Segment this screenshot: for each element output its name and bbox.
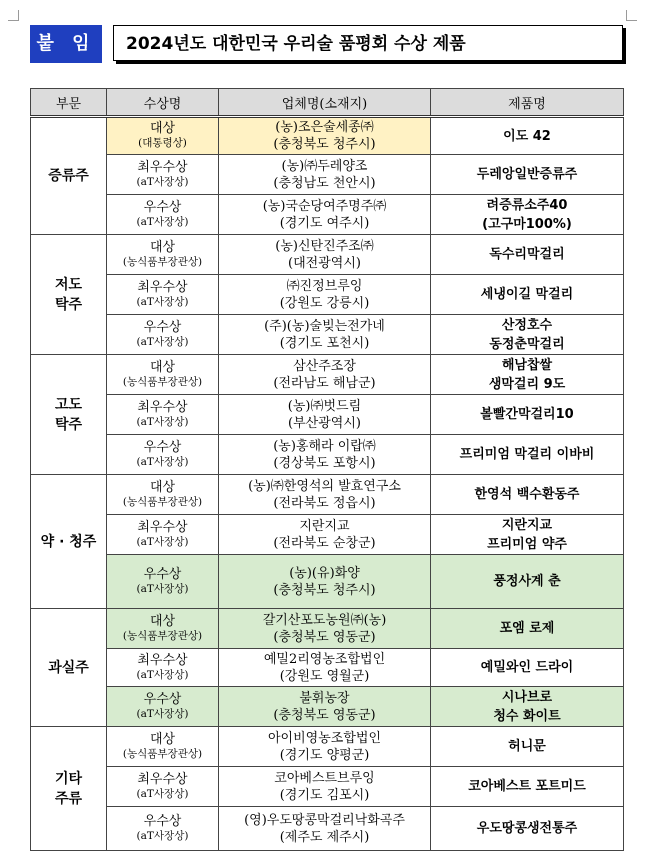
company-name: 예밀2리영농조합법인 (263, 651, 386, 667)
company-name: (농)홍해라 이랍㈜ (273, 438, 376, 454)
product-name: 세냉이길 막걸리 (480, 287, 574, 302)
award-sponsor: (aT사장상) (136, 335, 189, 348)
company-name: 코아베스트브루잉 (274, 770, 375, 786)
company-name: 아이비영농조합법인 (267, 730, 382, 746)
company-cell (219, 609, 431, 649)
award-name: 대상 (149, 613, 176, 629)
award-sponsor: (aT사장상) (136, 668, 189, 681)
page-corner-mark (8, 10, 19, 21)
table-row (31, 475, 624, 515)
award-name: 최우수상 (137, 399, 188, 415)
company-name: (농)㈜벗드림 (287, 398, 362, 414)
company-location: (경기도 양평군) (279, 747, 370, 763)
category-cell (31, 609, 107, 727)
product-cell (431, 315, 624, 355)
table-row (31, 515, 624, 555)
column-header: 업체명(소재지) (219, 89, 431, 117)
product-cell (431, 195, 624, 235)
product-cell (431, 395, 624, 435)
product-name: (고구마100%) (482, 216, 572, 232)
award-sponsor: (농식품부장관상) (122, 495, 203, 508)
table-row (31, 727, 624, 767)
award-name: 최우수상 (137, 159, 188, 175)
product-cell (431, 355, 624, 395)
category-cell (31, 355, 107, 475)
award-name: 대상 (149, 479, 176, 495)
company-name: (주)(농)술빚는전가네 (264, 318, 385, 334)
product-name: 한영석 백수환동주 (474, 487, 580, 502)
company-location: (충청남도 천안시) (273, 175, 376, 191)
company-name: (농)(유)화양 (289, 565, 360, 581)
category-cell (31, 235, 107, 355)
award-cell (107, 649, 219, 687)
company-cell (219, 727, 431, 767)
product-name: 포엠 로제 (499, 621, 555, 636)
company-location: (강원도 영월군) (279, 668, 370, 684)
company-cell (219, 555, 431, 609)
category-label: 주류 (54, 790, 83, 807)
attachment-badge: 붙 임 (30, 25, 102, 63)
company-name: (농)㈜한영석의 발효연구소 (248, 478, 401, 494)
company-cell (219, 315, 431, 355)
company-name: 지란지교 (299, 518, 350, 534)
column-header: 부문 (31, 89, 107, 117)
category-label: 고도 (54, 396, 83, 413)
category-label: 탁주 (54, 296, 83, 313)
company-location: (전라북도 순창군) (273, 535, 376, 551)
award-sponsor: (aT사장상) (136, 455, 189, 468)
table-row (31, 195, 624, 235)
award-name: 대상 (149, 121, 176, 136)
product-name: 려증류소주40 (486, 197, 568, 213)
table-row (31, 807, 624, 851)
table-row (31, 555, 624, 609)
awards-table-body (31, 117, 624, 851)
category-label: 기타 (54, 770, 83, 787)
company-cell (219, 395, 431, 435)
award-sponsor: (농식품부장관상) (122, 255, 203, 268)
award-cell (107, 395, 219, 435)
company-cell (219, 649, 431, 687)
award-name: 우수상 (143, 439, 182, 455)
company-cell (219, 275, 431, 315)
award-cell (107, 687, 219, 727)
company-cell (219, 475, 431, 515)
product-name: 프리미엄 약주 (487, 536, 567, 552)
award-cell (107, 767, 219, 807)
product-name: 우도땅콩생전통주 (476, 821, 578, 836)
company-cell (219, 807, 431, 851)
page-corner-mark (626, 10, 637, 21)
table-header-row (31, 89, 624, 117)
table-row (31, 395, 624, 435)
product-name: 지란지교 (501, 517, 553, 533)
product-cell (431, 807, 624, 851)
company-cell (219, 117, 431, 155)
award-sponsor: (aT사장상) (136, 535, 189, 548)
award-name: 대상 (149, 239, 176, 255)
table-row (31, 155, 624, 195)
award-cell (107, 807, 219, 851)
product-name: 해남찹쌀 (501, 357, 553, 373)
company-cell (219, 515, 431, 555)
product-name: 독수리막걸리 (489, 247, 565, 262)
award-name: 최우수상 (137, 519, 188, 535)
award-cell (107, 609, 219, 649)
product-cell (431, 275, 624, 315)
award-cell (107, 355, 219, 395)
company-location: (경기도 여주시) (279, 215, 370, 231)
award-cell (107, 475, 219, 515)
company-location: (전라남도 해남군) (273, 375, 376, 391)
product-name: 허니문 (508, 739, 546, 754)
product-name: 동정춘막걸리 (489, 336, 565, 352)
product-name: 이도 42 (503, 128, 551, 144)
company-location: (충청북도 영동군) (273, 629, 376, 645)
award-sponsor: (aT사장상) (136, 415, 189, 428)
category-label: 탁주 (54, 416, 83, 433)
column-header: 제품명 (431, 89, 624, 117)
table-row (31, 355, 624, 395)
company-cell (219, 235, 431, 275)
award-cell (107, 117, 219, 155)
product-cell (431, 555, 624, 609)
product-name: 코아베스트 포트미드 (468, 779, 586, 794)
product-cell (431, 475, 624, 515)
document-header (30, 25, 625, 63)
award-name: 최우수상 (137, 279, 188, 295)
company-cell (219, 767, 431, 807)
table-row (31, 235, 624, 275)
award-name: 우수상 (143, 319, 182, 335)
product-name: 시나브로 (501, 689, 553, 705)
company-name: (영)우도땅콩막걸리낙화곡주 (244, 812, 405, 828)
award-cell (107, 155, 219, 195)
award-sponsor: (aT사장상) (136, 215, 189, 228)
company-location: (대전광역시) (288, 255, 361, 271)
column-header: 수상명 (107, 89, 219, 117)
award-name: 우수상 (143, 691, 182, 707)
company-name: ㈜진정브루잉 (286, 278, 363, 294)
award-name: 우수상 (143, 566, 182, 582)
product-cell (431, 767, 624, 807)
company-location: (제주도 제주시) (279, 829, 370, 845)
company-cell (219, 355, 431, 395)
company-cell (219, 687, 431, 727)
product-cell (431, 687, 624, 727)
award-sponsor: (aT사장상) (136, 829, 189, 842)
company-cell (219, 155, 431, 195)
product-cell (431, 435, 624, 475)
table-row (31, 649, 624, 687)
category-cell (31, 727, 107, 851)
table-row (31, 609, 624, 649)
company-name: (농)신탄진주조㈜ (275, 238, 374, 254)
category-label: 저도 (54, 276, 83, 293)
category-cell (31, 117, 107, 235)
company-location: (전라북도 정읍시) (273, 495, 376, 511)
award-name: 대상 (149, 359, 176, 375)
product-cell (431, 117, 624, 155)
award-cell (107, 315, 219, 355)
product-cell (431, 609, 624, 649)
product-cell (431, 515, 624, 555)
award-name: 우수상 (143, 813, 182, 829)
company-location: (충청북도 영동군) (273, 707, 376, 723)
award-sponsor: (aT사장상) (136, 295, 189, 308)
award-sponsor: (농식품부장관상) (122, 629, 203, 642)
award-cell (107, 235, 219, 275)
product-name: 프리미엄 막걸리 이바비 (459, 447, 595, 462)
award-name: 우수상 (143, 199, 182, 215)
table-row (31, 687, 624, 727)
award-name: 대상 (149, 731, 176, 747)
table-row (31, 767, 624, 807)
product-cell (431, 235, 624, 275)
award-name: 최우수상 (137, 771, 188, 787)
table-row (31, 315, 624, 355)
award-cell (107, 727, 219, 767)
award-cell (107, 515, 219, 555)
product-name: 예밀와인 드라이 (480, 660, 574, 675)
company-cell (219, 435, 431, 475)
product-name: 산정호수 (501, 317, 553, 333)
award-name: 최우수상 (137, 652, 188, 668)
product-cell (431, 727, 624, 767)
table-row (31, 435, 624, 475)
company-location: (충청북도 청주시) (273, 582, 376, 598)
company-location: (강원도 강릉시) (279, 295, 370, 311)
company-location: (경상북도 포항시) (273, 455, 376, 471)
company-name: 삼산주조장 (293, 358, 356, 374)
category-label: 증류주 (48, 168, 89, 184)
product-name: 두레앙일반증류주 (476, 167, 578, 182)
category-label: 과실주 (48, 659, 89, 676)
company-name: 불휘농장 (299, 690, 350, 706)
award-cell (107, 195, 219, 235)
award-sponsor: (aT사장상) (136, 175, 189, 188)
company-cell (219, 195, 431, 235)
category-label: 약 · 청주 (40, 533, 97, 550)
award-cell (107, 435, 219, 475)
company-location: (충청북도 청주시) (273, 137, 376, 152)
table-row (31, 275, 624, 315)
company-name: (농)국순당여주명주㈜ (262, 198, 387, 214)
company-name: (농)㈜두레양조 (281, 158, 368, 174)
awards-table (30, 88, 624, 851)
company-location: (경기도 김포시) (279, 787, 370, 803)
document-title: 2024년도 대한민국 우리술 품평회 수상 제품 (113, 25, 623, 61)
category-cell (31, 475, 107, 609)
award-sponsor: (농식품부장관상) (122, 747, 203, 760)
product-cell (431, 155, 624, 195)
company-name: 갈기산포도농원㈜(농) (262, 612, 387, 628)
award-cell (107, 275, 219, 315)
award-sponsor: (aT사장상) (136, 707, 189, 720)
table-row (31, 117, 624, 155)
company-location: (경기도 포천시) (279, 335, 370, 351)
company-location: (부산광역시) (288, 415, 361, 431)
award-sponsor: (농식품부장관상) (122, 375, 203, 388)
company-name: (농)조은술세종㈜ (275, 120, 374, 135)
award-sponsor: (대통령상) (138, 137, 187, 149)
product-name: 청수 화이트 (493, 708, 561, 724)
product-name: 생막걸리 9도 (488, 376, 566, 392)
product-name: 볼빨간막걸리10 (480, 407, 574, 422)
product-name: 풍정사계 춘 (493, 574, 561, 589)
award-cell (107, 555, 219, 609)
award-sponsor: (aT사장상) (136, 787, 189, 800)
product-cell (431, 649, 624, 687)
award-sponsor: (aT사장상) (136, 582, 189, 595)
